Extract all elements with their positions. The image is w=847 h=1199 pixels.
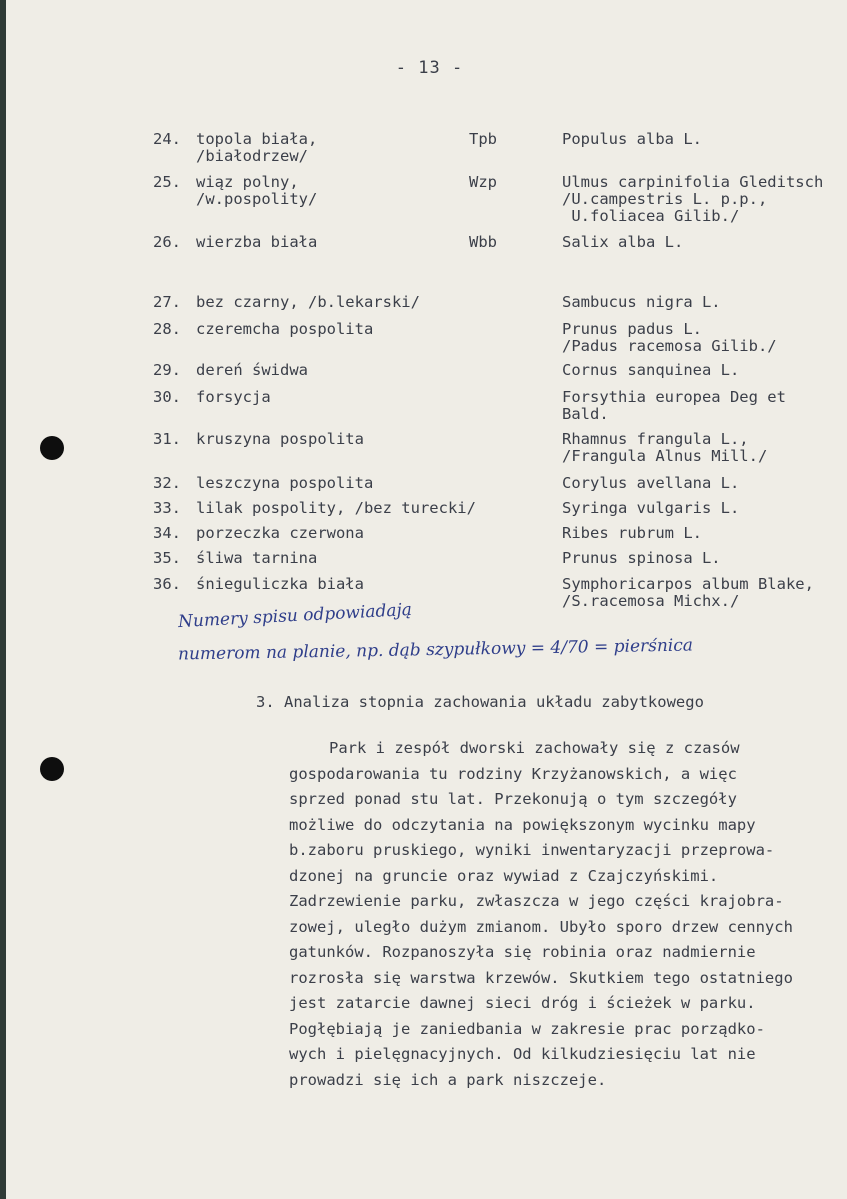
- section-heading: 3. Analiza stopnia zachowania układu zabytkowego: [256, 693, 704, 711]
- species-latin-name: Rhamnus frangula L.,: [562, 430, 749, 448]
- species-latin-name: Ribes rubrum L.: [562, 524, 702, 542]
- species-polish-name: /białodrzew/: [196, 147, 308, 165]
- species-polish-name: wierzba biała: [196, 233, 318, 251]
- species-number: 31.: [153, 430, 181, 448]
- page-number: - 13 -: [395, 58, 464, 78]
- paragraph-line: Zadrzewienie parku, zwłaszcza w jego części krajobra-: [289, 892, 784, 910]
- species-latin-name: Ulmus carpinifolia Gleditsch: [562, 173, 824, 191]
- handwritten-note-line-1: Numery spisu odpowiadają: [177, 599, 413, 633]
- species-latin-name: Populus alba L.: [562, 130, 702, 148]
- species-latin-name: Syringa vulgaris L.: [562, 499, 740, 517]
- paragraph-line: rozrosła się warstwa krzewów. Skutkiem tego ostatniego: [289, 968, 793, 987]
- species-polish-name: czeremcha pospolita: [196, 320, 374, 338]
- species-number: 32.: [153, 474, 181, 492]
- species-number: 25.: [153, 173, 181, 191]
- species-number: 30.: [153, 388, 181, 406]
- paragraph-line: b.zaboru pruskiego, wyniki inwentaryzacji przeprowa-: [289, 841, 775, 859]
- species-number: 27.: [153, 293, 181, 311]
- species-number: 36.: [153, 575, 181, 593]
- species-latin-name: /Padus racemosa Gilib./: [562, 337, 777, 355]
- paragraph-line: prowadzi się ich a park niszczeje.: [289, 1070, 607, 1089]
- species-latin-name: Corylus avellana L.: [562, 474, 740, 492]
- species-number: 34.: [153, 524, 181, 542]
- species-polish-name: śnieguliczka biała: [196, 575, 364, 593]
- species-latin-name: U.foliacea Gilib./: [562, 207, 740, 225]
- species-polish-name: lilak pospolity, /bez turecki/: [196, 499, 476, 517]
- species-number: 33.: [153, 499, 181, 517]
- species-number: 26.: [153, 233, 181, 251]
- species-polish-name: wiąz polny,: [196, 173, 299, 191]
- punch-hole-top: [40, 436, 64, 460]
- species-number: 24.: [153, 130, 181, 148]
- punch-hole-bottom: [40, 757, 64, 781]
- species-code: Wzp: [469, 173, 497, 191]
- species-latin-name: Prunus padus L.: [562, 320, 702, 338]
- species-latin-name: /U.campestris L. p.p.,: [562, 190, 768, 208]
- species-number: 35.: [153, 549, 181, 567]
- species-latin-name: /S.racemosa Michx./: [562, 592, 740, 610]
- species-latin-name: Bald.: [562, 405, 609, 423]
- paragraph-line: Park i zespół dworski zachowały się z czasów: [329, 739, 740, 757]
- paragraph-line: wych i pielęgnacyjnych. Od kilkudziesięciu lat nie: [289, 1045, 756, 1063]
- species-polish-name: topola biała,: [196, 130, 318, 148]
- species-polish-name: /w.pospolity/: [196, 190, 318, 208]
- species-latin-name: Forsythia europea Deg et: [562, 388, 786, 406]
- species-latin-name: Salix alba L.: [562, 233, 684, 251]
- handwritten-note-line-2: numerom na planie, np. dąb szypułkowy = 4/70 = pierśnica: [177, 635, 694, 665]
- paragraph-line: jest zatarcie dawnej sieci dróg i ścieżek w parku.: [289, 994, 756, 1012]
- species-number: 28.: [153, 320, 181, 338]
- species-polish-name: porzeczka czerwona: [196, 524, 364, 542]
- species-code: Tpb: [469, 130, 497, 148]
- paragraph-line: sprzed ponad stu lat. Przekonują o tym szczegóły: [289, 790, 737, 808]
- paragraph: [289, 737, 847, 1094]
- species-polish-name: bez czarny, /b.lekarski/: [196, 293, 420, 311]
- species-polish-name: dereń świdwa: [196, 361, 308, 379]
- species-latin-name: Cornus sanquinea L.: [562, 361, 740, 379]
- species-latin-name: Prunus spinosa L.: [562, 549, 721, 567]
- paragraph-line: dzonej na gruncie oraz wywiad z Czajczyńskimi.: [289, 866, 719, 885]
- species-latin-name: Sambucus nigra L.: [562, 293, 721, 311]
- species-latin-name: Symphoricarpos album Blake,: [562, 575, 814, 593]
- species-polish-name: śliwa tarnina: [196, 549, 318, 567]
- species-latin-name: /Frangula Alnus Mill./: [562, 447, 768, 465]
- species-polish-name: kruszyna pospolita: [196, 430, 364, 448]
- paragraph-line: zowej, uległo dużym zmianom. Ubyło sporo drzew cennych: [289, 917, 793, 936]
- species-code: Wbb: [469, 233, 497, 251]
- paragraph-line: gospodarowania tu rodziny Krzyżanowskich, a więc: [289, 764, 737, 783]
- species-polish-name: forsycja: [196, 388, 271, 406]
- paragraph-line: Pogłębiają je zaniedbania w zakresie prac porządko-: [289, 1019, 765, 1038]
- paragraph-line: gatunków. Rozpanoszyła się robinia oraz nadmiernie: [289, 943, 756, 961]
- species-number: 29.: [153, 361, 181, 379]
- paragraph-line: możliwe do odczytania na powiększonym wycinku mapy: [289, 815, 756, 834]
- species-polish-name: leszczyna pospolita: [196, 474, 374, 492]
